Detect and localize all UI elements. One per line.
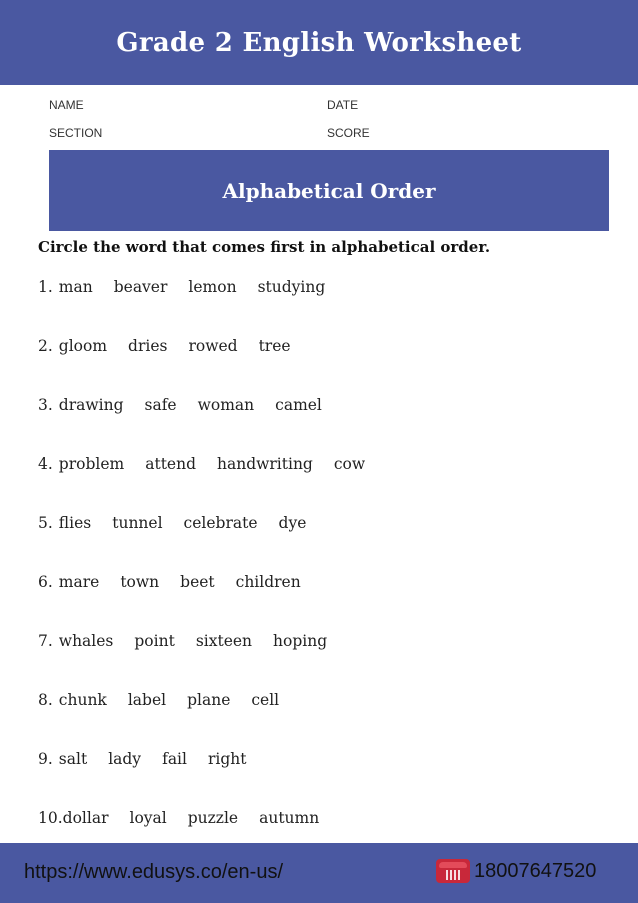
word-option[interactable]: gloom: [58, 337, 108, 355]
word-option[interactable]: beaver: [113, 278, 168, 296]
word-option[interactable]: flies: [58, 514, 92, 532]
word-option[interactable]: hoping: [273, 632, 328, 650]
question-item: [38, 514, 327, 532]
question-number: 7.: [38, 632, 53, 650]
question-item: [38, 396, 343, 414]
word-option[interactable]: label: [127, 691, 167, 709]
word-option[interactable]: children: [235, 573, 301, 591]
question-number: 6.: [38, 573, 53, 591]
word-option[interactable]: attend: [145, 455, 196, 473]
word-option[interactable]: point: [134, 632, 175, 650]
section-banner: [49, 150, 609, 231]
word-option[interactable]: cow: [333, 455, 366, 473]
word-option[interactable]: puzzle: [187, 809, 239, 827]
word-option[interactable]: problem: [58, 455, 125, 473]
word-option[interactable]: whales: [58, 632, 114, 650]
question-item: [38, 573, 322, 591]
word-option[interactable]: drawing: [58, 396, 124, 414]
word-option[interactable]: man: [58, 278, 93, 296]
word-option[interactable]: chunk: [58, 691, 107, 709]
word-option[interactable]: camel: [275, 396, 322, 414]
website-link[interactable]: https://www.edusys.co/en-us/: [24, 861, 284, 883]
word-option[interactable]: loyal: [129, 809, 167, 827]
question-item: [38, 337, 312, 355]
word-option[interactable]: safe: [144, 396, 177, 414]
question-number: 9.: [38, 750, 53, 768]
word-option[interactable]: studying: [257, 278, 326, 296]
date-field-label: DATE: [327, 98, 359, 112]
question-number: 10.: [38, 809, 63, 827]
question-number: 3.: [38, 396, 53, 414]
word-option[interactable]: beet: [180, 573, 215, 591]
question-item: [38, 455, 386, 473]
question-number: 5.: [38, 514, 53, 532]
word-option[interactable]: right: [207, 750, 247, 768]
word-option[interactable]: celebrate: [183, 514, 258, 532]
word-option[interactable]: autumn: [259, 809, 320, 827]
instruction-text: Circle the word that comes first in alphabetical order.: [38, 238, 491, 256]
word-option[interactable]: sixteen: [195, 632, 253, 650]
name-field-label: NAME: [49, 98, 84, 112]
worksheet-header: [0, 0, 638, 85]
word-option[interactable]: rowed: [188, 337, 238, 355]
word-option[interactable]: handwriting: [217, 455, 313, 473]
word-option[interactable]: town: [120, 573, 160, 591]
word-option[interactable]: mare: [58, 573, 100, 591]
question-item: [38, 750, 268, 768]
question-item: [38, 809, 340, 827]
section-title: Alphabetical Order: [222, 178, 436, 203]
score-field-label: SCORE: [327, 126, 370, 140]
section-field-label: SECTION: [49, 126, 103, 140]
word-option[interactable]: salt: [58, 750, 88, 768]
question-item: [38, 691, 300, 709]
question-number: 2.: [38, 337, 53, 355]
question-number: 8.: [38, 691, 53, 709]
word-option[interactable]: fail: [162, 750, 187, 768]
word-option[interactable]: plane: [187, 691, 231, 709]
word-option[interactable]: dye: [278, 514, 307, 532]
phone-number: 18007647520: [474, 859, 597, 882]
footer: [0, 843, 638, 903]
word-option[interactable]: dollar: [62, 809, 109, 827]
word-option[interactable]: cell: [251, 691, 280, 709]
word-option[interactable]: tree: [258, 337, 291, 355]
telephone-icon: [436, 859, 470, 883]
word-option[interactable]: lemon: [188, 278, 237, 296]
word-option[interactable]: dries: [128, 337, 168, 355]
question-item: [38, 632, 348, 650]
question-item: [38, 278, 346, 296]
question-number: 4.: [38, 455, 53, 473]
word-option[interactable]: lady: [108, 750, 142, 768]
page-title: Grade 2 English Worksheet: [116, 27, 522, 58]
question-number: 1.: [38, 278, 53, 296]
phone-contact: [436, 859, 596, 883]
word-option[interactable]: tunnel: [112, 514, 163, 532]
word-option[interactable]: woman: [197, 396, 255, 414]
